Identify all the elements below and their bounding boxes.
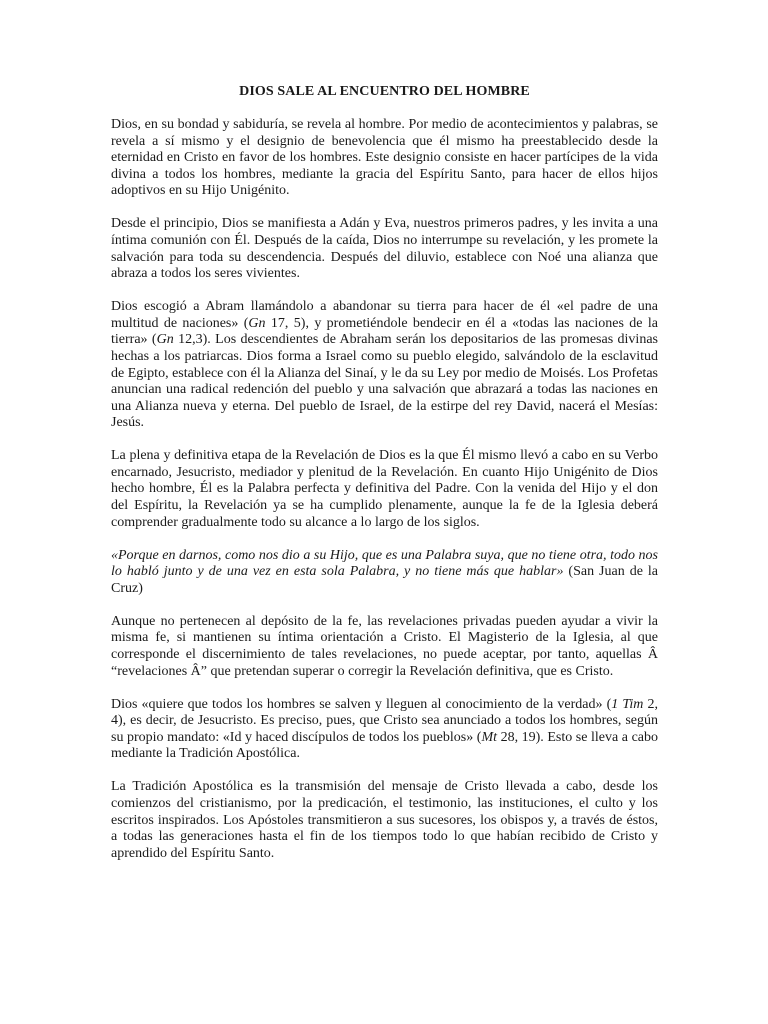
citation-gn: Gn: [156, 332, 174, 348]
citation-gn: Gn: [248, 315, 266, 331]
text-run: 12,3). Los descendientes de Abraham serán los depositarios de las promesas divinas hechas a los patriarcas. Dios forma a Israel como su pueblo elegido, salvándolo de la esclavitud de Egipto, establece con él la Alianza del Sinaí, y le da su Ley por medio de Moisés. Los Profetas anuncian una radical redención del pueblo y una salvación que abrazará a todas las naciones en una Alianza nueva y eterna. Del pueblo de Israel, de la estirpe del rey David, nacerá el Mesías: Jesús.: [111, 332, 658, 431]
paragraph-salvation: [111, 697, 658, 763]
quote-source: (San Juan de la Cruz): [111, 564, 658, 596]
text-run: 2, 4), es decir, de Jesucristo. Es preciso, pues, que Cristo sea anunciado a todos los hombres, según su propio mandato: «Id y haced discípulos de todos los pueblos» (: [111, 696, 659, 745]
text-run: 28, 19). Esto se lleva a cabo mediante la Tradición Apostólica.: [111, 729, 658, 762]
document-title: DIOS SALE AL ENCUENTRO DEL HOMBRE: [239, 84, 530, 99]
citation-tim: 1 Tim: [611, 696, 644, 712]
text-run: Dios escogió a Abram llamándolo a abandonar su tierra para hacer de él «el padre de una multitud de naciones» (: [111, 299, 658, 331]
paragraph-private-revelations: Aunque no pertenecen al depósito de la fe, las revelaciones privadas pueden ayudar a vivir la misma fe, si mantienen su íntima orientación a Cristo. El Magisterio de la Iglesia, al que corresponde el discernimiento de tales revelaciones, no puede aceptar, por tanto, aquellas Â “revelaciones Â” que pretendan superar o corregir la Revelación definitiva, que es Cristo.: [111, 613, 658, 679]
citation-mt: Mt: [481, 729, 498, 745]
text-run: Dios «quiere que todos los hombres se salven y lleguen al conocimiento de la verdad» (: [111, 696, 612, 712]
paragraph-full-revelation: La plena y definitiva etapa de la Revelación de Dios es la que Él mismo llevó a cabo en su Verbo encarnado, Jesucristo, mediador y plenitud de la Revelación. En cuanto Hijo Unigénito de Dios hecho hombre, Él es la Palabra perfecta y definitiva del Padre. Con la venida del Hijo y el don del Espíritu, la Revelación ya se ha cumplido plenamente, aunque la fe de la Iglesia deberá comprender gradualmente todo su alcance a lo largo de los siglos.: [111, 448, 658, 530]
paragraph-abram: [111, 299, 658, 432]
quote-text: «Porque en darnos, como nos dio a su Hijo, que es una Palabra suya, que no tiene otra, todo nos lo habló junto y de una vez en esta sola Palabra, y no tiene más que hablar»: [111, 547, 658, 580]
document-page: [111, 84, 658, 879]
paragraph-quote: [111, 548, 658, 598]
text-run: 17, 5), y prometiéndole bendecir en él a «todas las naciones de la tierra» (: [111, 315, 658, 348]
paragraph-tradition: La Tradición Apostólica es la transmisión del mensaje de Cristo llevada a cabo, desde los comienzos del cristianismo, por la predicación, el testimonio, las instituciones, el culto y los escritos inspirados. Los Apóstoles transmitieron a sus sucesores, los obispos y, a través de éstos, a todas las generaciones hasta el fin de los tiempos todo lo que habían recibido de Cristo y aprendido del Espíritu Santo.: [111, 779, 658, 861]
paragraph-revelation: Dios, en su bondad y sabiduría, se revela al hombre. Por medio de acontecimientos y palabras, se revela a sí mismo y el designio de benevolencia que él mismo ha preestablecido desde la eternidad en Cristo en favor de los hombres. Este designio consiste en hacer partícipes de la vida divina a todos los hombres, mediante la gracia del Espíritu Santo, para hacer de ellos hijos adoptivos en su Hijo Unigénito.: [111, 117, 658, 199]
paragraph-beginning: Desde el principio, Dios se manifiesta a Adán y Eva, nuestros primeros padres, y les invita a una íntima comunión con Él. Después de la caída, Dios no interrumpe su revelación, y les promete la salvación para toda su descendencia. Después del diluvio, establece con Noé una alianza que abraza a todos los seres vivientes.: [111, 216, 658, 282]
